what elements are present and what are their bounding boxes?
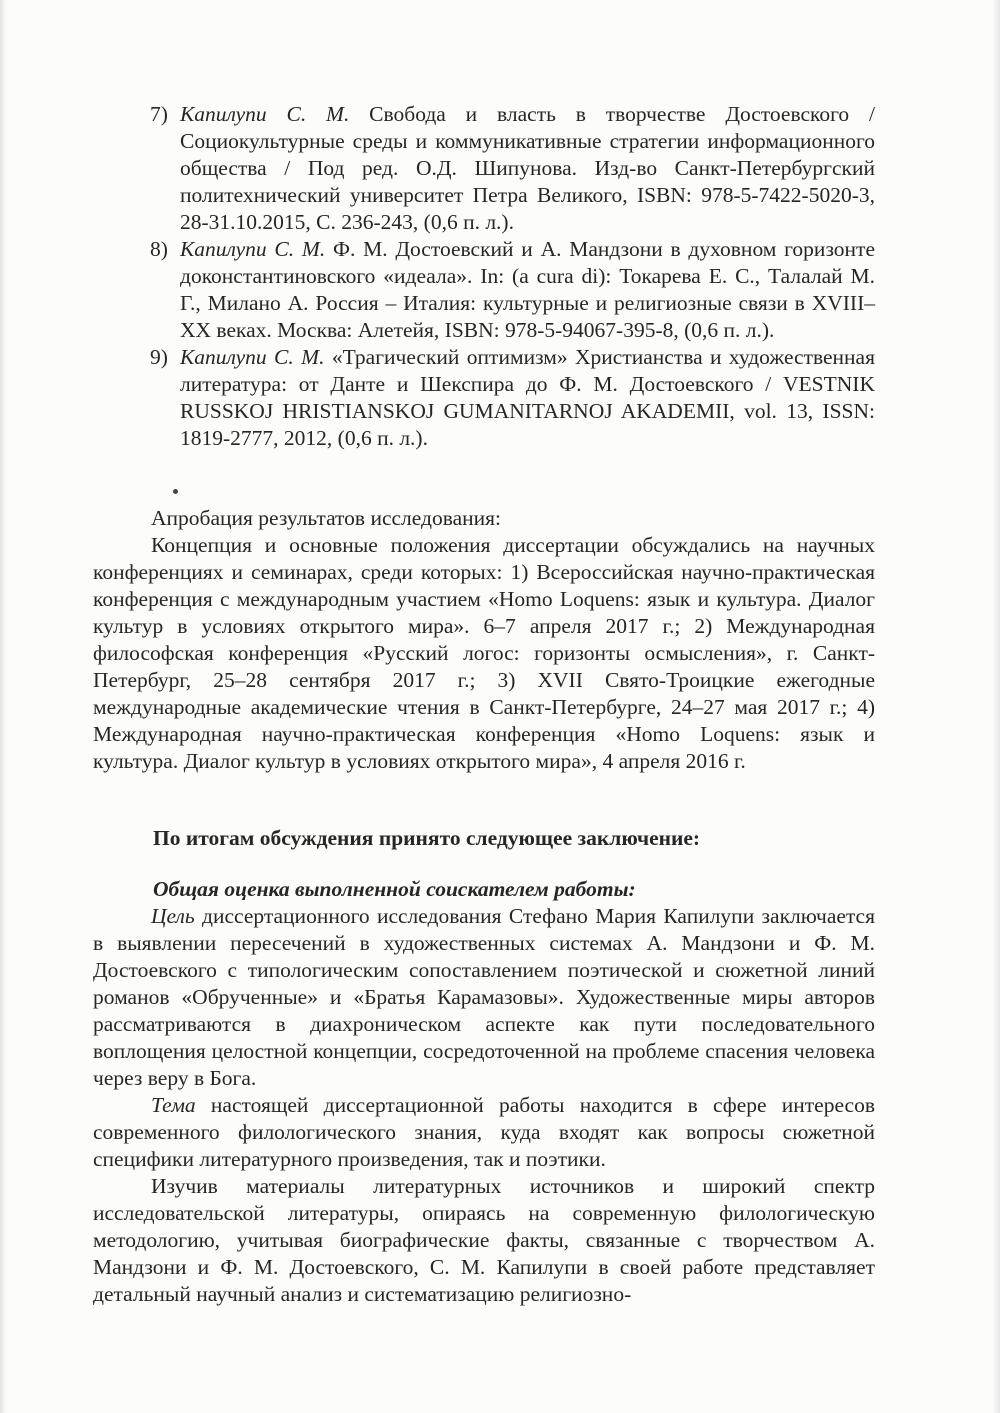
- publication-text: Ф. М. Достоевский и А. Мандзони в духовном горизонте доконстантиновского «идеала». In: (a cura di): Токарева Е. С., Талалай М. Г., Милано А. Россия – Италия: культурные и религиозные связи в XVIII–XX веках. Москва: Алетейя, ISBN: 978-5-94067-395-8, (0,6 п. л.).: [180, 237, 875, 342]
- stray-dot: [173, 489, 178, 494]
- publication-number: 7): [150, 102, 168, 126]
- approbation-section: [93, 505, 875, 775]
- approbation-text: Концепция и основные положения диссертации обсуждались на научных конференциях и семинарах, среди которых: 1) Всероссийская научно-практическая конференция с международным участием «Homo Loquens: язык и культура. Диалог культур в условиях открытого мира». 6–7 апреля 2017 г.; 2) Международная философская конференция «Русский логос: горизонты осмысления», г. Санкт-Петербург, 25–28 сентября 2017 г.; 3) XVII Свято-Троицкие ежегодные международные академические чтения в Санкт-Петербурге, 24–27 мая 2017 г.; 4) Международная научно-практическая конференция «Homo Loquens: язык и культура. Диалог культур в условиях открытого мира», 4 апреля 2016 г.: [93, 533, 875, 773]
- publication-text: Свобода и власть в творчестве Достоевского / Социокультурные среды и коммуникативные стратегии информационного общества / Под ред. О.Д. Шипунова. Изд-во Санкт-Петербургский политехнический университет Петра Великого, ISBN: 978-5-7422-5020-3, 28-31.10.2015, С. 236-243, (0,6 п. л.).: [180, 102, 875, 234]
- paragraph-text: диссертационного исследования Стефано Мария Капилупи заключается в выявлении пересечений в художественных системах А. Мандзони и Ф. М. Достоевского с типологическим сопоставлением поэтической и сюжетной линий романов «Обрученные» и «Братья Карамазовы». Художественные миры авторов рассматриваются в диахроническом аспекте как пути последовательного воплощения целостной концепции, сосредоточенной на проблеме спасения человека через веру в Бога.: [93, 904, 875, 1090]
- publication-text: «Трагический оптимизм» Христианства и художественная литература: от Данте и Шекспира до Ф. М. Достоевского / VESTNIK RUSSKOJ HRISTIANSKOJ GUMANITARNOJ AKADEMII, vol. 13, ISSN: 1819-2777, 2012, (0,6 п. л.).: [180, 345, 875, 450]
- publication-item: [145, 236, 875, 344]
- publication-author: Капилупи С. М.: [180, 237, 326, 261]
- publication-number: 8): [150, 237, 168, 261]
- paragraph-lead-word: Цель: [151, 904, 195, 928]
- publication-number: 9): [150, 345, 168, 369]
- paragraph-lead-word: Тема: [151, 1093, 196, 1117]
- assessment-heading: Общая оценка выполненной соискателем работы:: [153, 877, 636, 901]
- publication-item: [145, 101, 875, 236]
- paragraph-text: настоящей диссертационной работы находится в сфере интересов современного филологического знания, куда входят как вопросы сюжетной специфики литературного произведения, так и поэтики.: [93, 1093, 875, 1171]
- assessment-paragraph: [93, 1173, 875, 1308]
- publication-author: Капилупи С. М.: [180, 345, 325, 369]
- conclusion-heading: По итогам обсуждения принято следующее заключение:: [153, 826, 701, 850]
- assessment-section: [93, 876, 875, 1308]
- scan-edge-left: [0, 0, 6, 1413]
- publication-item: [145, 344, 875, 452]
- assessment-paragraph: [93, 903, 875, 1092]
- publication-list: [145, 101, 875, 452]
- approbation-label: Апробация результатов исследования:: [151, 506, 501, 530]
- assessment-paragraph: [93, 1092, 875, 1173]
- publication-author: Капилупи С. М.: [180, 102, 350, 126]
- scan-edge-right: [992, 0, 1000, 1413]
- paragraph-text: Изучив материалы литературных источников и широкий спектр исследовательской литературы, опираясь на современную филологическую методологию, учитывая биографические факты, связанные с творчеством А. Мандзони и Ф. М. Достоевского, С. М. Капилупи в своей работе представляет детальный научный анализ и систематизацию религиозно-: [93, 1174, 875, 1306]
